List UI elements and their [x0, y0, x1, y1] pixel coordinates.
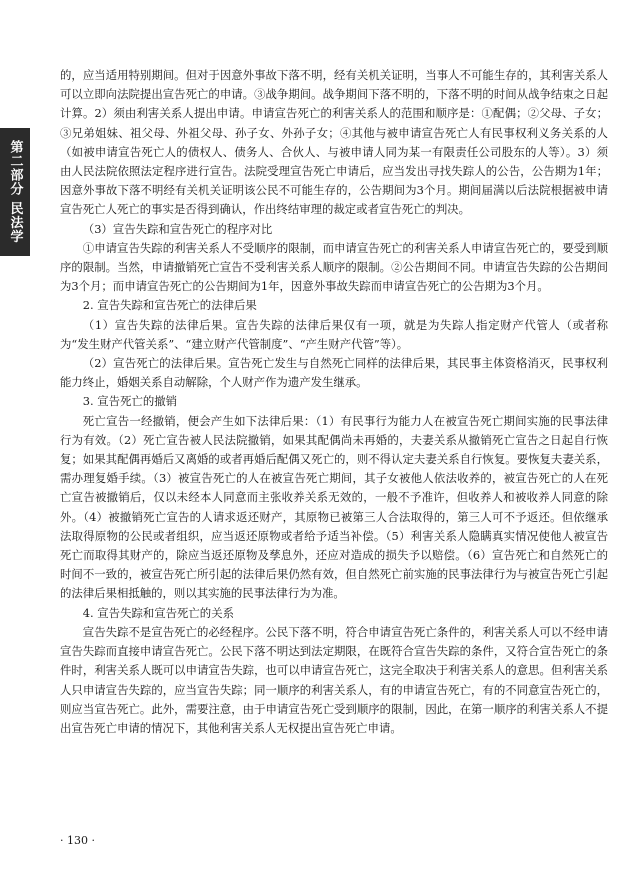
paragraph: （2）宣告死亡的法律后果。宣告死亡发生与自然死亡同样的法律后果，其民事主体资格消灭，民事权利能力终止，婚姻关系自动解除，个人财产作为遗产发生继承。 [60, 356, 608, 390]
paragraph-continued: 的，应当适用特别期间。但对于因意外事故下落不明，经有关机关证明，当事人不可能生存的，其利害关系人可以立即向法院提出宣告死亡的申请。③战争期间。战争期间下落不明的，下落不明的时间从战争结束之日起计算。2）须由利害关系人提出申请。申请宣告死亡的利害关系人的范围和顺序是：①配偶；②父母、子女；③兄弟姐妹、祖父母、外祖父母、孙子女、外孙子女；④其他与被申请宣告死亡人有民事权利义务关系的人（如被申请宣告死亡人的债权人、债务人、合伙人、与被申请人同为某一有限责任公司股东的人等）。3）须由人民法院依照法定程序进行宣告。法院受理宣告死亡申请后，应当发出寻找失踪人的公告，公告期为1年；因意外事故下落不明经有关机关证明该公民不可能生存的，公告期间为3个月。期间届满以后法院根据被申请宣告死亡人死亡的事实是否得到确认，作出终结审理的裁定或者宣告死亡的判决。 [60, 68, 608, 217]
page-number: · 130 · [60, 834, 95, 847]
section-side-tab [0, 128, 30, 256]
paragraph: ①申请宣告失踪的利害关系人不受顺序的限制，而申请宣告死亡的利害关系人申请宣告死亡的，要受到顺序的限制。当然，申请撤销死亡宣告不受利害关系人顺序的限制。②公告期间不同。申请宣告失踪的公告期间为3个月；而申请宣告死亡的公告期间为1年，因意外事故失踪而申请宣告死亡的公告期为3个月。 [60, 240, 608, 294]
section-heading-revocation: 3. 宣告死亡的撤销 [82, 394, 178, 409]
subheading-procedure-comparison: （3）宣告失踪和宣告死亡的程序对比 [82, 221, 273, 236]
paragraph: （1）宣告失踪的法律后果。宣告失踪的法律后果仅有一项，就是为失踪人指定财产代管人（或者称为“发生财产代管关系”、“建立财产代管制度”、“产生财产代管”等）。 [60, 317, 608, 351]
section-heading-legal-consequences: 2. 宣告失踪和宣告死亡的法律后果 [82, 298, 257, 313]
paragraph: 宣告失踪不是宣告死亡的必经程序。公民下落不明，符合申请宣告死亡条件的，利害关系人可以不经申请宣告失踪而直接申请宣告死亡。公民下落不明达到法定期限，在既符合宣告失踪的条件，又符合宣告死亡的条件时，利害关系人既可以申请宣告失踪，也可以申请宣告死亡，这完全取决于利害关系人的意思。但利害关系人只申请宣告失踪的，应当宣告失踪；同一顺序的利害关系人，有的申请宣告死亡，有的不同意宣告死亡的，则应当宣告死亡。此外，需要注意，由于申请宣告死亡受到顺序的限制，因此，在第一顺序的利害关系人不提出宣告死亡申请的情况下，其他利害关系人无权提出宣告死亡申请。 [60, 624, 608, 735]
section-side-tab-label: 第二部分 民法学 [7, 140, 23, 244]
page-body [60, 66, 608, 738]
paragraph: 死亡宣告一经撤销，便会产生如下法律后果：（1）有民事行为能力人在被宣告死亡期间实施的民事法律行为有效。（2）死亡宣告被人民法院撤销，如果其配偶尚未再婚的，夫妻关系从撤销死亡宣告之日起自行恢复；如果其配偶再婚后又离婚的或者再婚后配偶又死亡的，则不得认定夫妻关系自行恢复。要恢复夫妻关系，需办理复婚手续。（3）被宣告死亡的人在被宣告死亡期间，其子女被他人依法收养的，被宣告死亡的人在死亡宣告被撤销后，仅以未经本人同意而主张收养关系无效的，一般不予准许，但收养人和被收养人同意的除外。（4）被撤销死亡宣告的人请求返还财产，其原物已被第三人合法取得的，第三人可不予返还。但依继承法取得原物的公民或者组织，应当返还原物或者给予适当补偿。（5）利害关系人隐瞒真实情况使他人被宣告死亡而取得其财产的，除应当返还原物及孳息外，还应对造成的损失予以赔偿。（6）宣告死亡和自然死亡的时间不一致的，被宣告死亡所引起的法律后果仍然有效，但自然死亡前实施的民事法律行为与被宣告死亡引起的法律后果相抵触的，则以其实施的民事法律行为为准。 [60, 413, 608, 601]
section-heading-relationship: 4. 宣告失踪和宣告死亡的关系 [82, 605, 234, 620]
